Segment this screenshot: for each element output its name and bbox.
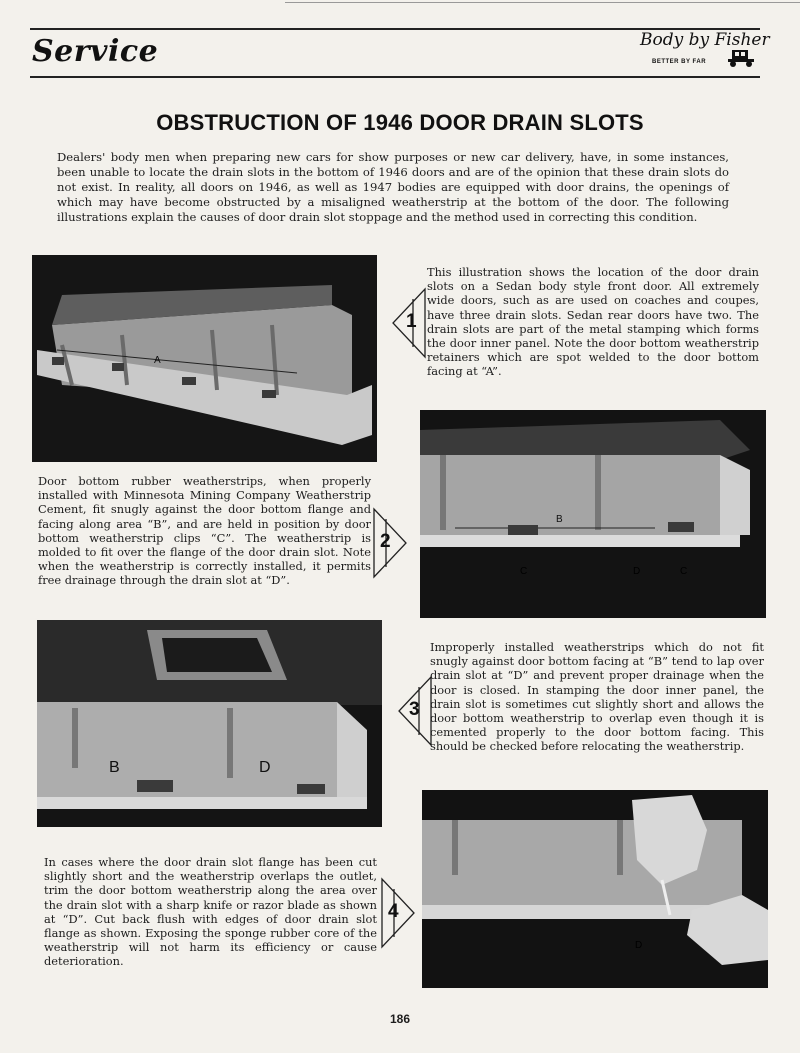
intro-paragraph: Dealers' body men when preparing new cars for show purposes or new car delivery, have, in some instances, been unable to locate the drain slots in the bottom of 1946 doors and are of the opinion that these drain slots do not exist. In reality, all doors on 1946, as well as 1947 bodies are equipped with door drains, the openings of which may have become obstructed by a misaligned weatherstrip at the bottom of the door. The following illustrations explain the causes of door drain slot stoppage and the method used in correcting this condition.: [57, 150, 729, 225]
figure-1-number: 1: [406, 311, 417, 332]
figure-3-number: 3: [409, 699, 420, 720]
figure-3-photo: [37, 620, 382, 827]
figure-3-caption: Improperly installed weatherstrips which do not fit snugly against door bottom facing at “B” tend to lap over drain slot at “D” and prevent proper drainage when the door is closed. In stamping the door inner panel, the drain slot is sometimes cut slightly short and allows the door bottom weatherstrip to overlap even though it is cemented properly to the door bottom facing. This should be checked before relocating the weatherstrip.: [430, 640, 764, 754]
figure-2-caption: Door bottom rubber weatherstrips, when properly installed with Minnesota Mining Company Weatherstrip Cement, fit snugly against the door bottom flange and facing along area “B”, and are held in position by door bottom weatherstrip clips “C”. The weatherstrip is molded to fit over the flange of the door drain slot. Note when the weatherstrip is correctly installed, it permits free drainage through the drain slot at “D”.: [38, 474, 371, 588]
figure-2-arrow: [372, 507, 408, 579]
figure-2-label-d: D: [633, 566, 641, 577]
section-heading: Service: [32, 34, 159, 69]
figure-4-label-d: D: [635, 940, 643, 951]
figure-4-photo: [422, 790, 768, 988]
coach-icon: [726, 48, 756, 68]
top-edge-rule: [285, 2, 800, 3]
figure-2-label-c1: C: [520, 566, 528, 577]
figure-1-photo: [32, 255, 377, 462]
brand-tagline: BETTER BY FAR: [652, 59, 707, 65]
figure-2-label-b: B: [556, 514, 563, 525]
brand-script: Body by Fisher: [640, 30, 770, 50]
figure-3-label-d: D: [259, 759, 271, 776]
body-by-fisher-logo: [640, 30, 770, 74]
figure-4-arrow: [380, 877, 416, 949]
figure-3-arrow: [397, 675, 433, 747]
figure-3-label-b: B: [109, 759, 120, 776]
page-title: OBSTRUCTION OF 1946 DOOR DRAIN SLOTS: [156, 110, 644, 135]
header-rule-bottom: [30, 76, 760, 78]
figure-1-caption: This illustration shows the location of the door drain slots on a Sedan body style front door. All extremely wide doors, such as are used on coaches and coupes, have three drain slots. Sedan rear doors have two. The drain slots are part of the metal stamping which forms the door inner panel. Note the door bottom weatherstrip retainers which are spot welded to the door bottom facing at “A”.: [427, 265, 759, 379]
figure-1-label-a: A: [154, 355, 161, 366]
figure-2-photo: [420, 410, 766, 618]
figure-1-arrow: [391, 287, 427, 359]
figure-2-number: 2: [380, 531, 391, 552]
figure-4-number: 4: [388, 901, 399, 922]
figure-4-caption: In cases where the door drain slot flange has been cut slightly short and the weatherstrip overlaps the outlet, trim the door bottom weatherstrip along the area over the drain slot with a sharp knife or razor blade as shown at “D”. Cut back flush with edges of door drain slot flange as shown. Exposing the sponge rubber core of the weatherstrip will not harm its efficiency or cause deterioration.: [44, 855, 377, 969]
page-number: 186: [389, 1012, 411, 1026]
figure-2-label-c2: C: [680, 566, 688, 577]
